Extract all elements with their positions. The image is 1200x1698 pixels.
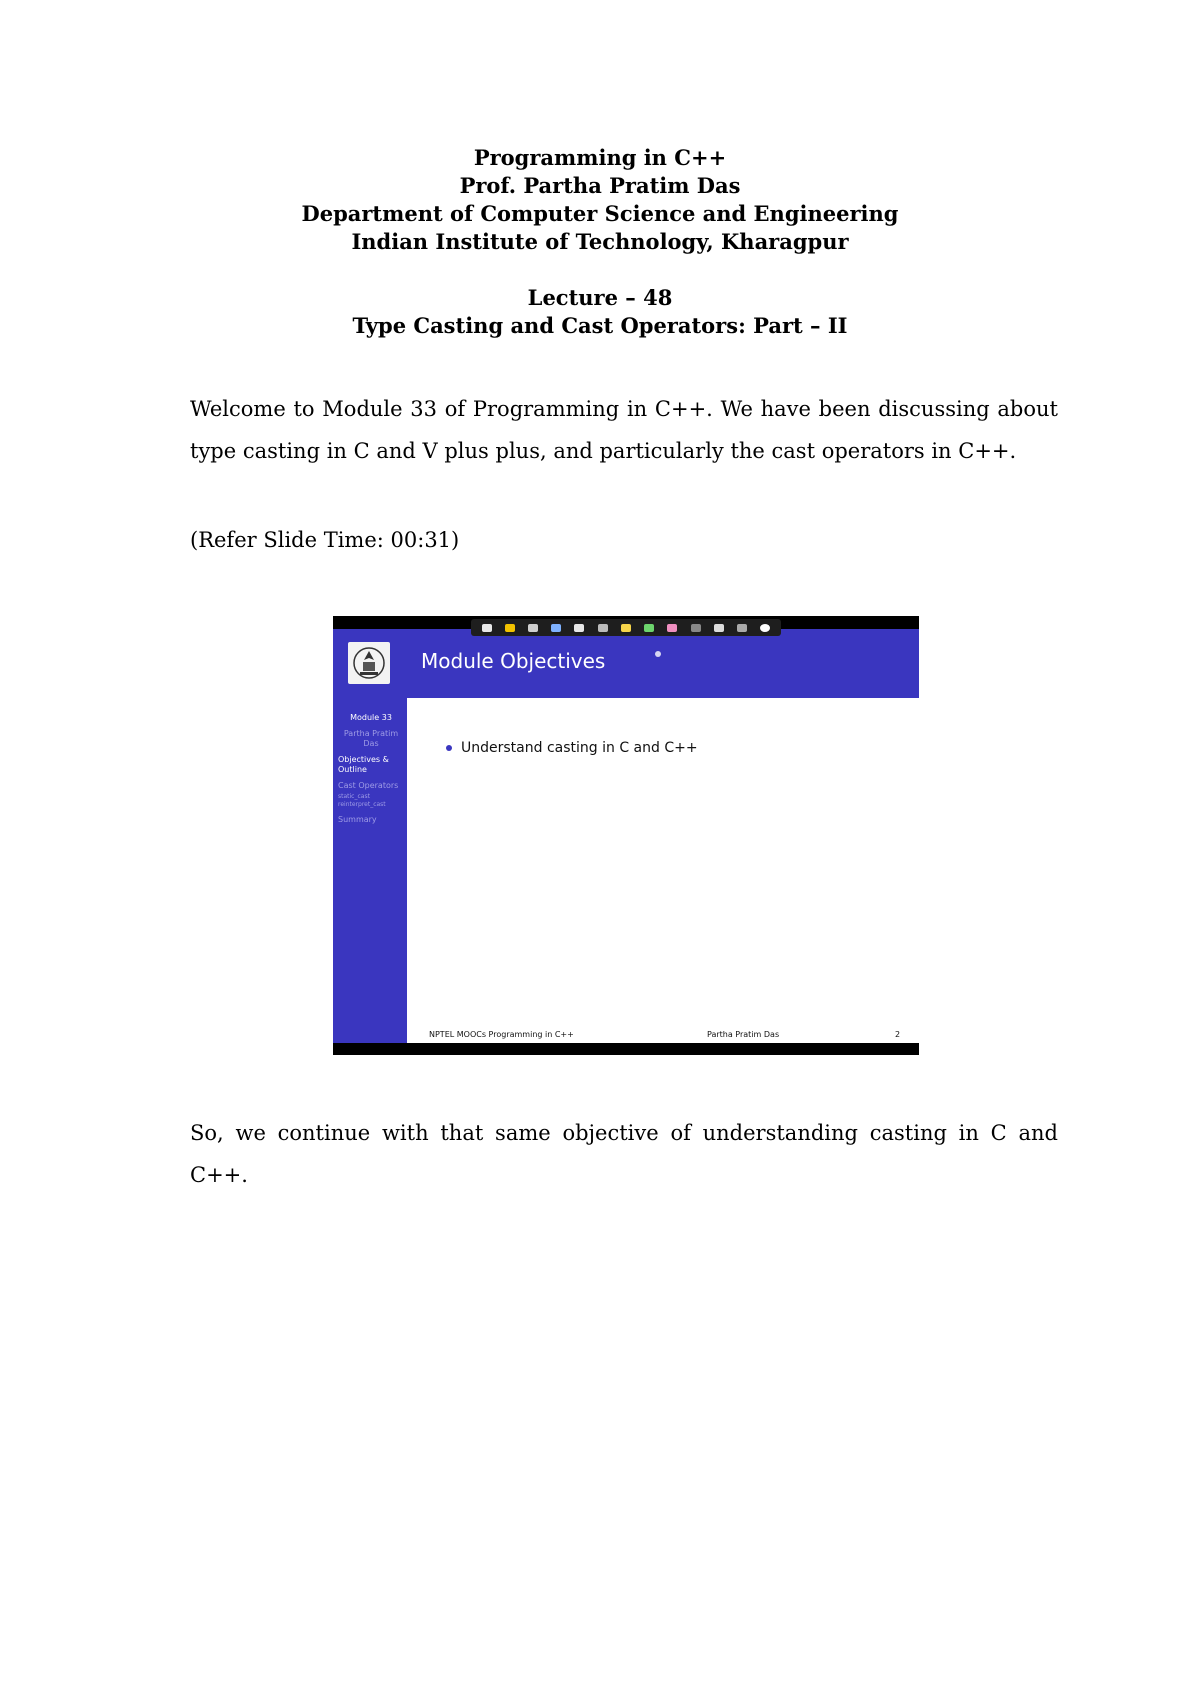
highlighter-tool-icon: [621, 624, 631, 632]
pen-tool-icon: [505, 624, 515, 632]
marker-tool-icon: [644, 624, 654, 632]
arrow-tool-icon: [482, 624, 492, 632]
institute-name: Indian Institute of Technology, Kharagpur: [351, 229, 849, 254]
slide-title: Module Objectives: [421, 649, 606, 673]
side-nav-objectives: Objectives & Outline: [338, 755, 389, 774]
pointer-tool-icon: [574, 624, 584, 632]
slide-side-nav: [338, 713, 404, 831]
iit-logo: [348, 642, 390, 684]
zoom-tool-icon: [714, 624, 724, 632]
annotation-toolbar: [471, 619, 781, 636]
side-nav-author: Partha Pratim Das: [343, 729, 399, 748]
slide-titlebar: [407, 629, 919, 698]
side-nav-cast-operators: Cast Operators: [338, 781, 399, 790]
slide-footer-author: Partha Pratim Das: [707, 1030, 780, 1039]
pointer-icon: [655, 651, 661, 657]
course-title: Programming in C++: [473, 145, 727, 170]
slide-bullet-item: [446, 740, 698, 756]
slide-footer-left: NPTEL MOOCs Programming in C++: [429, 1030, 574, 1039]
text-tool-icon: [528, 624, 538, 632]
side-nav-sub2: reinterpret_cast: [338, 801, 386, 808]
slide-sidebar: [333, 629, 407, 1043]
bullet-icon: [446, 745, 452, 751]
slide-footer: [407, 1028, 919, 1043]
close-tool-icon: [760, 624, 770, 632]
slide-content: [333, 629, 919, 1043]
continue-paragraph: So, we continue with that same objective of understanding casting in C and C++.: [190, 1121, 1058, 1187]
side-nav-summary: Summary: [338, 815, 377, 824]
slide-footer-page: 2: [895, 1030, 901, 1039]
refer-slide-time: (Refer Slide Time: 00:31): [190, 528, 460, 552]
slide-image: [333, 616, 919, 1055]
lecture-header: [0, 144, 1200, 340]
select-tool-icon: [551, 624, 561, 632]
shape-tool-icon: [598, 624, 608, 632]
lecture-number: Lecture – 48: [527, 285, 673, 310]
professor-name: Prof. Partha Pratim Das: [459, 173, 741, 198]
side-nav-sub1: static_cast: [338, 793, 370, 800]
eraser-tool-icon: [667, 624, 677, 632]
intro-paragraph: Welcome to Module 33 of Programming in C++. We have been discussing about type casting in C and V plus plus, and particularly the cast operators in C++.: [190, 397, 1058, 463]
line-tool-icon: [691, 624, 701, 632]
slide-bullet-text: Understand casting in C and C++: [461, 740, 698, 756]
screen-tool-icon: [737, 624, 747, 632]
side-nav-module: Module 33: [350, 713, 392, 722]
department-name: Department of Computer Science and Engineering: [301, 201, 899, 226]
lecture-title: Type Casting and Cast Operators: Part – II: [352, 313, 848, 338]
